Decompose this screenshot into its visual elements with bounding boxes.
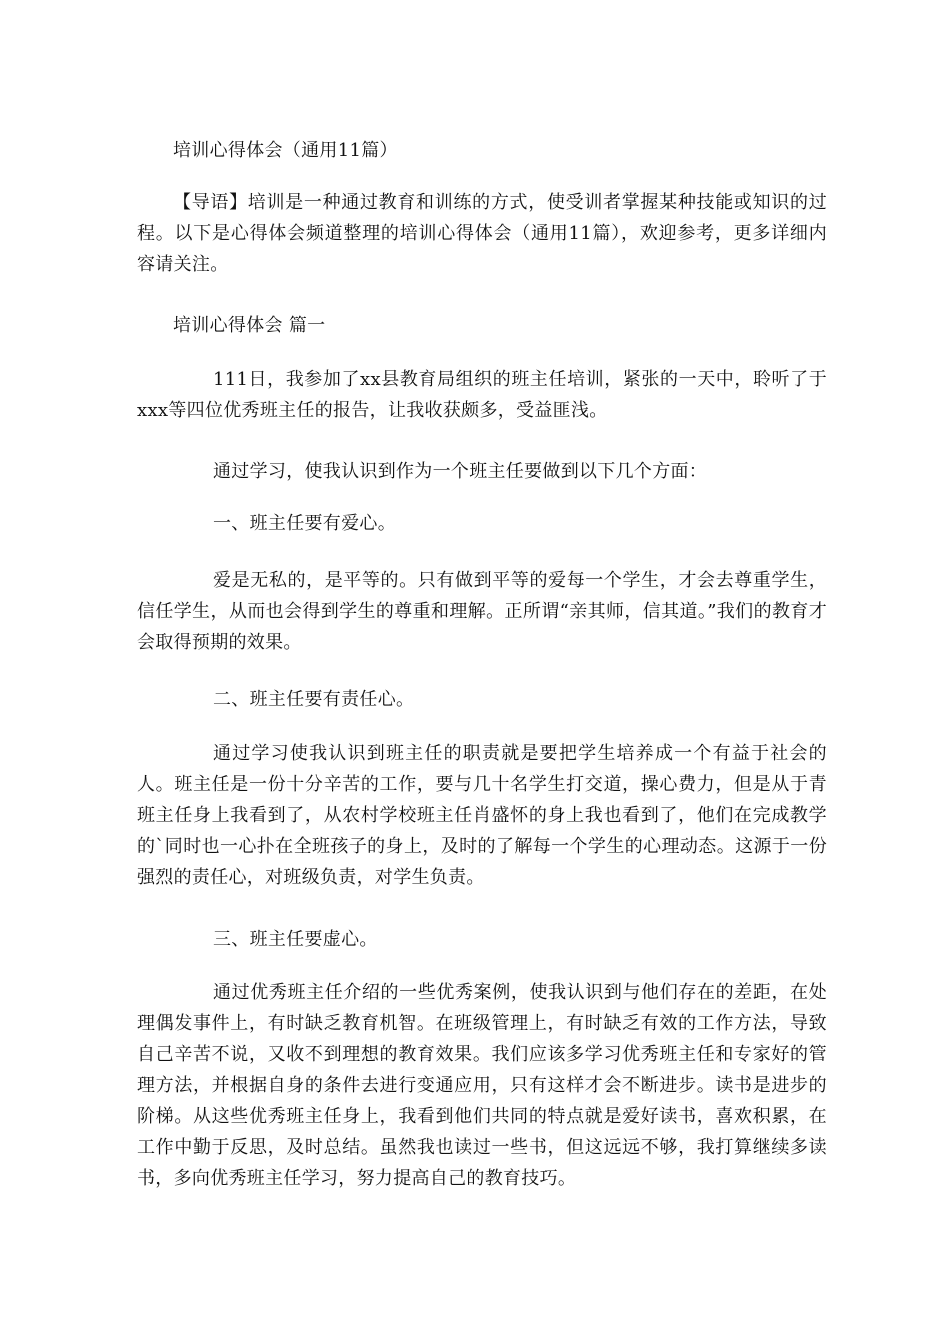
paragraph-4: 通过学习使我认识到班主任的职责就是要把学生培养成一个有益于社会的人。班主任是一份十分辛苦的工作，要与几十名学生打交道，操心费力，但是从于青班主任身上我看到了，从农村学校班主任肖盛怀的身上我也看到了，他们在完成教学的`同时也一心扑在全班孩子的身上，及时的了解每一个学生的心理动态。这源于一份强烈的责任心，对班级负责，对学生负责。	[137, 743, 827, 888]
subheading-1: 一、班主任要有爱心。	[213, 513, 396, 534]
intro-paragraph: 【导语】培训是一种通过教育和训练的方式，使受训者掌握某种技能或知识的过程。以下是心得体会频道整理的培训心得体会（通用11篇），欢迎参考，更多详细内容请关注。	[137, 192, 827, 275]
paragraph-1: 111日，我参加了xx县教育局组织的班主任培训，紧张的一天中，聆听了于xxx等四位优秀班主任的报告，让我收获颇多，受益匪浅。	[137, 369, 827, 421]
subheading-2: 二、班主任要有责任心。	[213, 689, 415, 710]
section-title: 培训心得体会 篇一	[173, 315, 326, 336]
subheading-3: 三、班主任要虚心。	[213, 929, 378, 950]
paragraph-3: 爱是无私的，是平等的。只有做到平等的爱每一个学生，才会去尊重学生，信任学生，从而也会得到学生的尊重和理解。正所谓“亲其师，信其道。”我们的教育才会取得预期的效果。	[137, 570, 827, 653]
document-title: 培训心得体会（通用11篇）	[173, 140, 398, 161]
paragraph-2: 通过学习，使我认识到作为一个班主任要做到以下几个方面：	[213, 461, 708, 482]
paragraph-5: 通过优秀班主任介绍的一些优秀案例，使我认识到与他们存在的差距，在处理偶发事件上，有时缺乏教育机智。在班级管理上，有时缺乏有效的工作方法，导致自己辛苦不说，又收不到理想的教育效果。我们应该多学习优秀班主任和专家好的管理方法，并根据自身的条件去进行变通应用，只有这样才会不断进步。读书是进步的阶梯。从这些优秀班主任身上，我看到他们共同的特点就是爱好读书，喜欢积累，在工作中勤于反思，及时总结。虽然我也读过一些书，但这远远不够，我打算继续多读书，多向优秀班主任学习，努力提高自己的教育技巧。	[137, 982, 827, 1189]
